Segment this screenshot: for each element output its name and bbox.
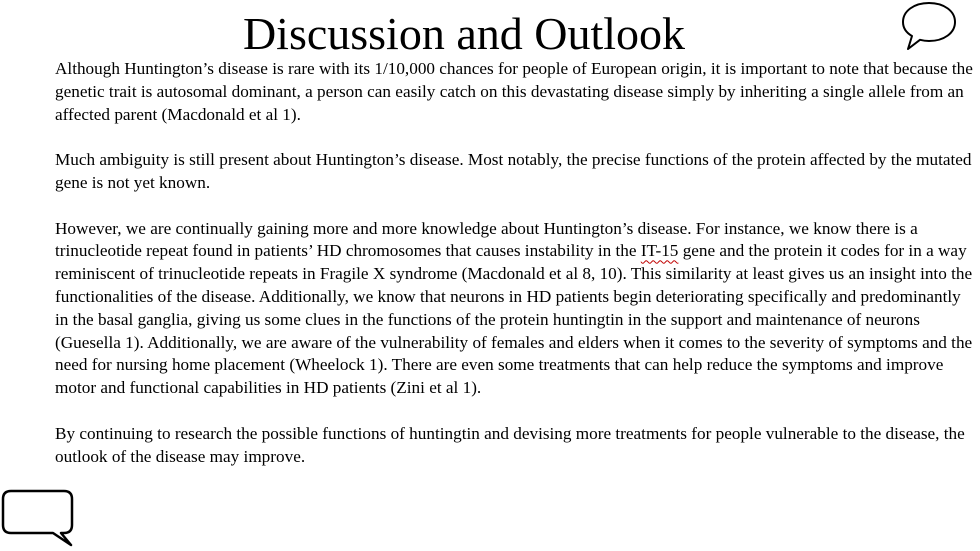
body-text bbox=[55, 58, 975, 491]
paragraph-outlook: By continuing to research the possible functions of huntingtin and devising more treatments for people vulnerable to the disease, the outlook of the disease may improve. bbox=[55, 423, 965, 466]
paragraph-ambiguity: Much ambiguity is still present about Huntington’s disease. Most notably, the precise functions of the protein affected by the mutated gene is not yet known. bbox=[55, 150, 972, 192]
paragraph-knowledge bbox=[55, 218, 975, 400]
paragraph-knowledge-end: gene and the protein it codes for in a way reminiscent of trinucleotide repeats in Fragile X syndrome (Macdonald et al 8, 10). This similarity at least gives us an insight into the functionalities of the disease. Additionally, we know that neurons in HD patients begin deteriorating specifically and predominantly in the basal ganglia, giving us some clues in the functions of the protein huntingtin in the support and maintenance of neurons (Guesella 1). Additionally, we are aware of the vulnerability of females and elders when it comes to the severity of symptoms and the need for nursing home placement (Wheelock 1). There are even some treatments that can help reduce the symptoms and improve motor and functional capabilities in HD patients (Zini et al 1). bbox=[55, 241, 973, 398]
speech-bubble-icon[interactable] bbox=[900, 1, 958, 53]
spellcheck-flagged-word[interactable]: IT-15 bbox=[640, 241, 679, 261]
paragraph-intro: Although Huntington’s disease is rare with its 1/10,000 chances for people of European origin, it is important to note that because the genetic trait is autosomal dominant, a person can easily catch on this devastating disease simply by inheriting a single allele from an affected parent (Macdonald et al 1). bbox=[55, 59, 973, 124]
speech-bubble-icon[interactable] bbox=[1, 489, 77, 549]
slide-title: Discussion and Outlook bbox=[242, 8, 686, 59]
paragraph-knowledge-start: However, we are continually gaining more and more knowledge about Huntington’s disease. For instance, we know there is a trinucleotide repeat found in patients’ HD chromosomes that causes instability in the bbox=[55, 218, 918, 261]
